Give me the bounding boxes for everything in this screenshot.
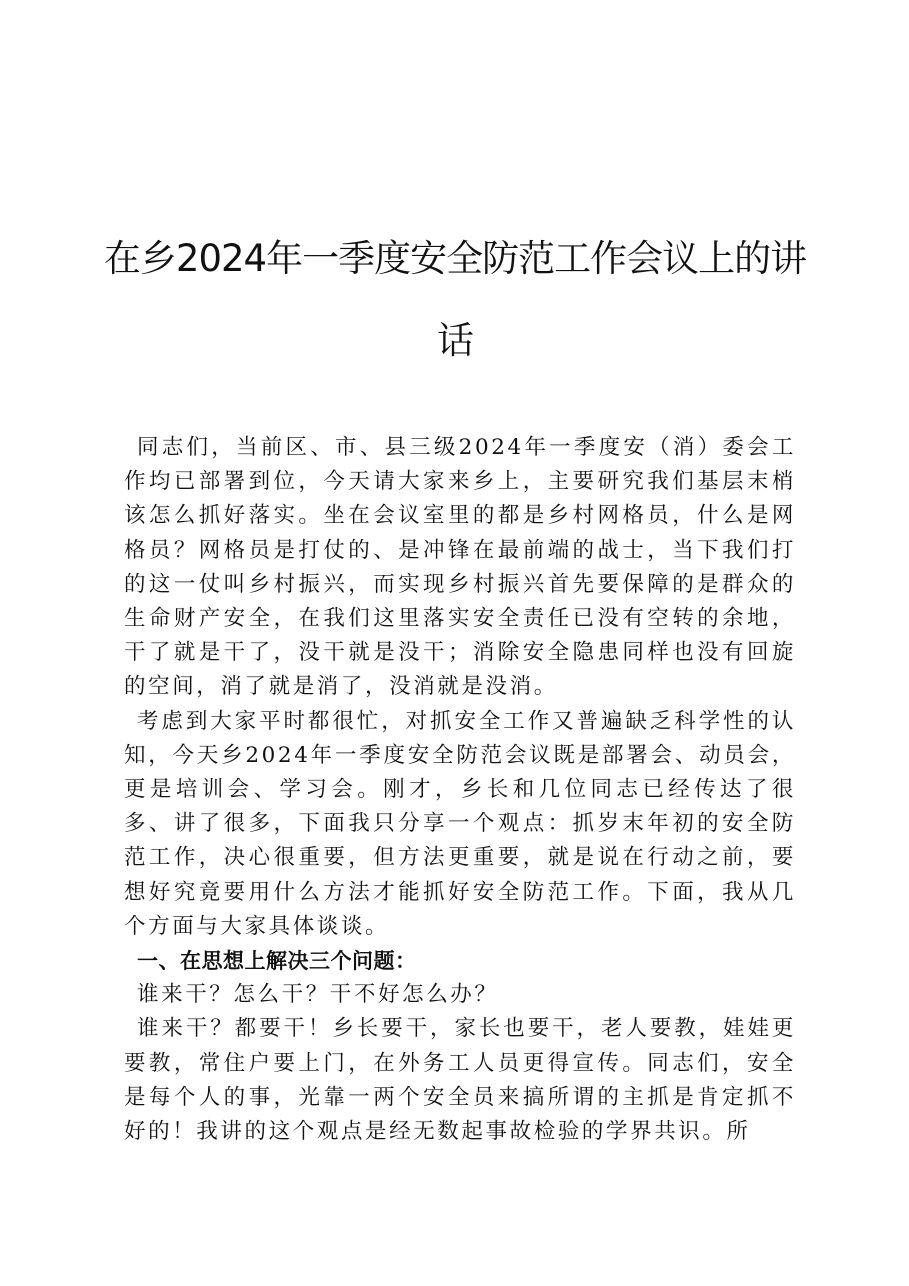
section-heading: 一、在思想上解决三个问题： [137,949,417,974]
paragraph-method: 考虑到大家平时都很忙，对抓安全工作又普遍缺乏科学性的认知，今天乡2024年一季度安全防范会议既是部署会、动员会，更是培训会、学习会。刚才，乡长和几位同志已经传达了很多、讲了很多，下面我只分享一个观点：抓岁末年初的安全防范工作，决心很重要，但方法更重要，就是说在行动之前，要想好究竟要用什么方法才能抓好安全防范工作。下面，我从几个方面与大家具体谈谈。 [124,708,796,939]
paragraph-intro: 同志们，当前区、市、县三级2024年一季度安（消）委会工作均已部署到位，今天请大家来乡上，主要研究我们基层末梢该怎么抓好落实。坐在会议室里的都是乡村网格员，什么是网格员？网格员是打仗的、是冲锋在最前端的战士，当下我们打的这一仗叫乡村振兴，而实现乡村振兴首先要保障的是群众的生命财产安全，在我们这里落实安全责任已没有空转的余地，干了就是干了，没干就是没干；消除安全隐患同样也没有回旋的空间，消了就是消了，没消就是没消。 [124,435,796,700]
paragraph-questions: 谁来干？怎么干？干不好怎么办？ [137,982,499,1008]
document-body [124,431,796,1149]
document-title: 在乡2024年一季度安全防范工作会议上的讲话 [103,237,807,362]
paragraph-who-does: 谁来干？都要干！乡长要干，家长也要干，老人要教，娃娃更要教，常住户要上门，在外务工人员更得宣传。同志们，安全是每个人的事，光靠一两个安全员来搞所谓的主抓是肯定抓不好的！我讲的这个观点是经无数起事故检验的学界共识。所 [124,1016,796,1145]
